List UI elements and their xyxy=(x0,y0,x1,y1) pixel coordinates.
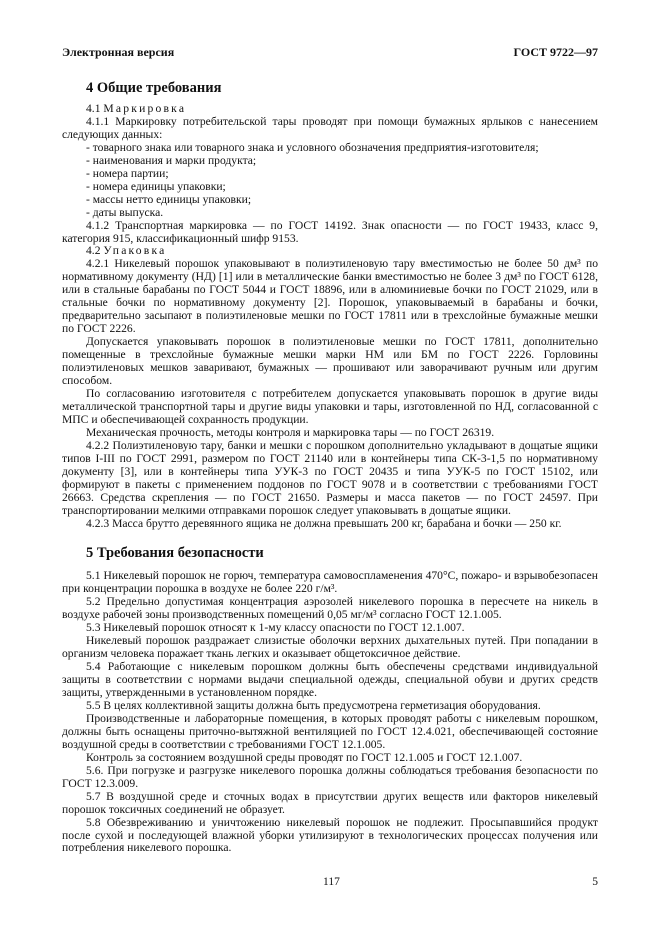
paragraph: Механическая прочность, методы контроля и маркировка тары — по ГОСТ 26319. xyxy=(86,425,495,439)
section-4 xyxy=(62,79,598,530)
paragraph-4-2-1: 4.2.1 Никелевый порошок упаковывают в полиэтиленовую тару вместимостью не более 50 дм³ по нормативному документу (НД) [1] или в металлические банки вместимостью не более 3 дм³ по ГОСТ 6128, или в стальные барабаны по ГОСТ 5044 и ГОСТ 18896, или в алюминиевые бочки по ГОСТ 21029, или в стальные бочки по нормативному документу [2]. Порошок, упаковываемый в барабаны и бочки, предварительно засыпают в полиэтиленовые мешки по ГОСТ 17811 или в трехслойные бумажные мешки по ГОСТ 2226. xyxy=(62,257,598,336)
header-standard-number: ГОСТ 9722—97 xyxy=(513,45,598,59)
page-number-right: 5 xyxy=(592,876,598,889)
paragraph-4-1-1: 4.1.1 Маркировку потребительской тары проводят при помощи бумажных ярлыков с нанесением следующих данных: xyxy=(62,114,598,141)
subsection-title: Маркировка xyxy=(103,102,187,115)
list-item: - массы нетто единицы упаковки; xyxy=(86,192,252,206)
running-footer xyxy=(62,875,598,889)
list-item: - товарного знака или товарного знака и условного обозначения предприятия-изготовителя; xyxy=(86,140,539,154)
list-item: - даты выпуска. xyxy=(86,205,164,219)
paragraph-4-2-2: 4.2.2 Полиэтиленовую тару, банки и мешки с порошком дополнительно укладывают в дощатые ящики типов I-III по ГОСТ 2991, размером по ГОСТ 21140 или в контейнеры типа СК-3-1,5 по нормативному документу [3], или в контейнеры типа УУК-3 по ГОСТ 20435 и типа УУК-5 по ГОСТ 15102, или формируют в пакеты с применением поддонов по ГОСТ 9078 и в соответствии с требованиями ГОСТ 26663. Средства скрепления — по ГОСТ 21650. Размеры и масса пакетов — по ГОСТ 24597. При транспортировании мелкими отправками порошок следует упаковывать в дощатые ящики. xyxy=(62,438,598,517)
paragraph: 5.4 Работающие с никелевым порошком должны быть обеспечены средствами индивидуальной защиты в соответствии с нормами выдачи специальной одежды, специальной обуви и других средств защиты, утвержденными в установленном порядке. xyxy=(62,660,598,700)
paragraph: 5.8 Обезвреживанию и уничтожению никелевый порошок не подлежит. Просыпавшийся продукт после сухой и последующей влажной уборки утилизируют в технологических процессах получения или потребления никелевого порошка. xyxy=(62,815,598,855)
section-5-title: 5 Требования безопасности xyxy=(86,545,264,562)
list-item: - номера единицы упаковки; xyxy=(86,179,226,193)
list-item: - наименования и марки продукта; xyxy=(86,153,257,167)
subsection-title: Упаковка xyxy=(103,244,167,258)
paragraph: 5.7 В воздушной среде и сточных водах в присутствии других веществ или факторов никелевый порошок токсичных соединений не образует. xyxy=(62,789,598,816)
paragraph: 5.2 Предельно допустимая концентрация аэрозолей никелевого порошка в пересчете на никель в воздухе рабочей зоны производственных помещений 0,05 мг/м³ согласно ГОСТ 12.1.005. xyxy=(62,595,598,622)
subsection-number: 4.1 xyxy=(86,102,101,115)
list-item: - номера партии; xyxy=(86,166,169,180)
running-header xyxy=(62,45,598,59)
subsection-4-1-heading xyxy=(62,103,598,116)
paragraph-4-2-3: 4.2.3 Масса брутто деревянного ящика не должна превышать 200 кг, барабана и бочки — 250 кг. xyxy=(86,516,562,530)
paragraph: Никелевый порошок раздражает слизистые оболочки верхних дыхательных путей. При попадании в организм человека поражает ткань легких и оказывает общетоксичное действие. xyxy=(62,634,598,661)
section-5 xyxy=(62,544,598,855)
paragraph: По согласованию изготовителя с потребителем допускается упаковывать порошок в другие виды металлической транспортной тары и другие виды упаковки и тары, изготовленной по НД, согласованной с МПС и обеспечивающей сохранность продукции. xyxy=(62,386,598,426)
page-number-center: 117 xyxy=(323,876,340,889)
paragraph: 5.3 Никелевый порошок относят к 1-му классу опасности по ГОСТ 12.1.007. xyxy=(86,621,465,635)
paragraph: 5.6. При погрузке и разгрузке никелевого порошка должны соблюдаться требования безопасности по ГОСТ 12.3.009. xyxy=(62,763,598,790)
paragraph: 5.1 Никелевый порошок не горюч, температура самовоспламенения 470°С, пожаро- и взрывобезопасен при концентрации порошка в воздухе не более 220 г/м³. xyxy=(62,569,598,596)
header-edition: Электронная версия xyxy=(62,45,175,59)
paragraph: Производственные и лабораторные помещения, в которых проводят работы с никелевым порошком, должны быть оснащены приточно-вытяжной вентиляцией по ГОСТ 12.4.021, обеспечивающей состояние воздушной среды в соответствии с требованиями ГОСТ 12.1.005. xyxy=(62,711,598,751)
paragraph: 5.5 В целях коллективной защиты должна быть предусмотрена герметизация оборудования. xyxy=(86,698,541,712)
paragraph: Контроль за состоянием воздушной среды проводят по ГОСТ 12.1.005 и ГОСТ 12.1.007. xyxy=(86,750,523,764)
paragraph-4-1-2: 4.1.2 Транспортная маркировка — по ГОСТ 14192. Знак опасности — по ГОСТ 19433, класс 9, категория 915, классификационный шифр 9153. xyxy=(62,218,598,245)
section-4-title: 4 Общие требования xyxy=(86,80,222,96)
subsection-number: 4.2 xyxy=(86,244,101,258)
paragraph: Допускается упаковывать порошок в полиэтиленовые мешки по ГОСТ 17811, дополнительно помещенные в трехслойные бумажные мешки марки НМ или БМ по ГОСТ 2226. Горловины полиэтиленовых мешков заваривают, бумажных — прошивают или заворачивают ручным или другим способом. xyxy=(62,335,598,388)
